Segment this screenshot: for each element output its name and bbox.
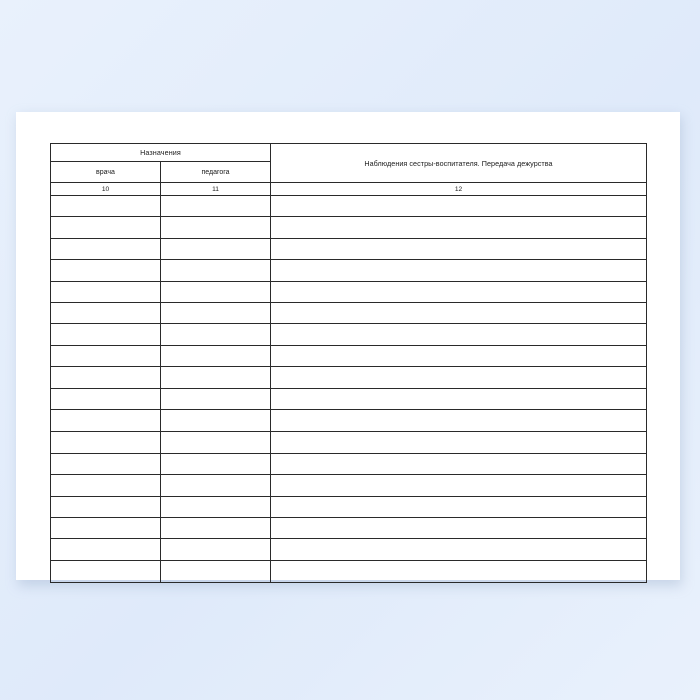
cell-doctor[interactable] <box>51 281 161 302</box>
header-sub-doctor: врача <box>51 162 161 183</box>
cell-doctor[interactable] <box>51 388 161 409</box>
cell-notes[interactable] <box>271 453 647 474</box>
cell-notes[interactable] <box>271 238 647 259</box>
cell-teacher[interactable] <box>161 196 271 217</box>
cell-doctor[interactable] <box>51 345 161 366</box>
table-row[interactable] <box>51 432 647 453</box>
column-number-11: 11 <box>161 183 271 196</box>
cell-doctor[interactable] <box>51 409 161 432</box>
cell-notes[interactable] <box>271 217 647 238</box>
cell-teacher[interactable] <box>161 496 271 517</box>
cell-doctor[interactable] <box>51 367 161 388</box>
cell-teacher[interactable] <box>161 453 271 474</box>
cell-doctor[interactable] <box>51 302 161 323</box>
header-group-appointments: Назначения <box>51 144 271 162</box>
table-row[interactable] <box>51 475 647 496</box>
table-row[interactable] <box>51 560 647 583</box>
table-row[interactable] <box>51 302 647 323</box>
cell-teacher[interactable] <box>161 367 271 388</box>
cell-teacher[interactable] <box>161 302 271 323</box>
table-row[interactable] <box>51 517 647 538</box>
cell-doctor[interactable] <box>51 238 161 259</box>
cell-teacher[interactable] <box>161 432 271 453</box>
cell-teacher[interactable] <box>161 388 271 409</box>
journal-table-container <box>50 143 646 583</box>
cell-notes[interactable] <box>271 281 647 302</box>
cell-teacher[interactable] <box>161 281 271 302</box>
cell-teacher[interactable] <box>161 217 271 238</box>
cell-notes[interactable] <box>271 475 647 496</box>
cell-notes[interactable] <box>271 302 647 323</box>
table-header-group-row <box>51 144 647 162</box>
cell-doctor[interactable] <box>51 475 161 496</box>
table-row[interactable] <box>51 196 647 217</box>
cell-notes[interactable] <box>271 496 647 517</box>
cell-notes[interactable] <box>271 260 647 281</box>
table-row[interactable] <box>51 496 647 517</box>
cell-notes[interactable] <box>271 324 647 345</box>
cell-doctor[interactable] <box>51 539 161 560</box>
cell-teacher[interactable] <box>161 560 271 583</box>
cell-teacher[interactable] <box>161 475 271 496</box>
table-row[interactable] <box>51 260 647 281</box>
table-row[interactable] <box>51 281 647 302</box>
cell-notes[interactable] <box>271 388 647 409</box>
journal-table <box>50 143 647 583</box>
table-column-number-row <box>51 183 647 196</box>
header-notes-column: Наблюдения сестры-воспитателя. Передача дежурства <box>271 144 647 183</box>
cell-notes[interactable] <box>271 345 647 366</box>
cell-doctor[interactable] <box>51 560 161 583</box>
cell-teacher[interactable] <box>161 539 271 560</box>
header-sub-teacher: педагога <box>161 162 271 183</box>
cell-notes[interactable] <box>271 539 647 560</box>
cell-teacher[interactable] <box>161 324 271 345</box>
column-number-12: 12 <box>271 183 647 196</box>
cell-teacher[interactable] <box>161 238 271 259</box>
cell-teacher[interactable] <box>161 409 271 432</box>
cell-teacher[interactable] <box>161 517 271 538</box>
cell-doctor[interactable] <box>51 453 161 474</box>
cell-doctor[interactable] <box>51 432 161 453</box>
table-row[interactable] <box>51 453 647 474</box>
column-number-10: 10 <box>51 183 161 196</box>
cell-doctor[interactable] <box>51 260 161 281</box>
cell-doctor[interactable] <box>51 496 161 517</box>
table-row[interactable] <box>51 388 647 409</box>
cell-notes[interactable] <box>271 196 647 217</box>
cell-doctor[interactable] <box>51 324 161 345</box>
table-row[interactable] <box>51 217 647 238</box>
table-row[interactable] <box>51 345 647 366</box>
document-page <box>16 112 680 580</box>
table-row[interactable] <box>51 238 647 259</box>
cell-notes[interactable] <box>271 560 647 583</box>
cell-teacher[interactable] <box>161 345 271 366</box>
cell-notes[interactable] <box>271 432 647 453</box>
cell-notes[interactable] <box>271 367 647 388</box>
cell-notes[interactable] <box>271 409 647 432</box>
cell-teacher[interactable] <box>161 260 271 281</box>
table-row[interactable] <box>51 324 647 345</box>
cell-doctor[interactable] <box>51 196 161 217</box>
cell-doctor[interactable] <box>51 217 161 238</box>
table-row[interactable] <box>51 539 647 560</box>
table-row[interactable] <box>51 409 647 432</box>
table-row[interactable] <box>51 367 647 388</box>
cell-doctor[interactable] <box>51 517 161 538</box>
cell-notes[interactable] <box>271 517 647 538</box>
